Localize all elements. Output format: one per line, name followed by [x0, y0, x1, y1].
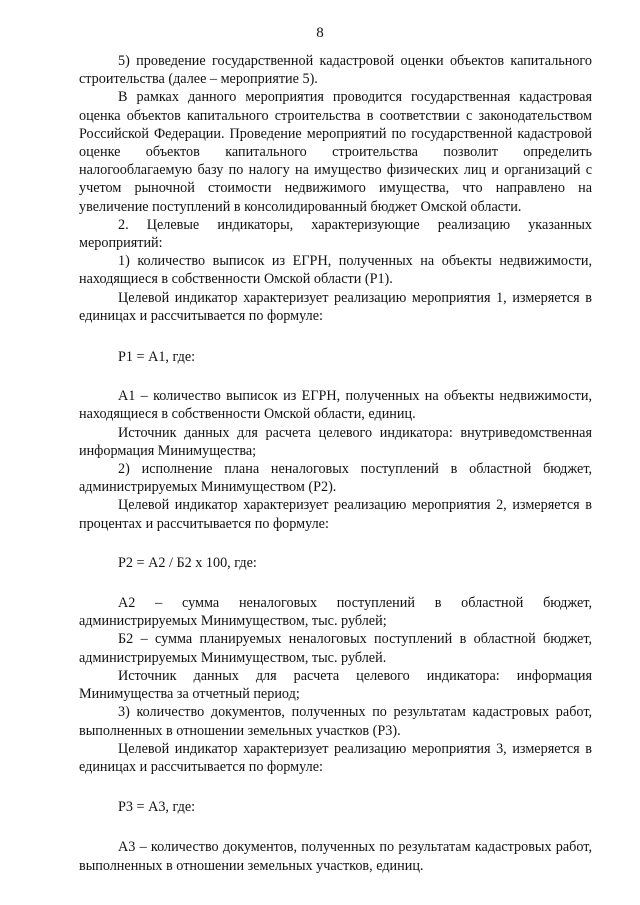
- paragraph-a1-definition: А1 – количество выписок из ЕГРН, полученных на объекты недвижимости, находящиеся в собственности Омской области, единиц.: [79, 388, 592, 423]
- paragraph-indicator-1: 1) количество выписок из ЕГРН, полученных на объекты недвижимости, находящиеся в собственности Омской области (Р1).: [79, 253, 592, 288]
- formula-p1: Р1 = А1, где:: [118, 349, 196, 366]
- paragraph-b2-definition: Б2 – сумма планируемых неналоговых поступлений в областной бюджет, администрируемых Минимуществом, тыс. рублей.: [79, 631, 592, 666]
- paragraph-target-indicators-heading: 2. Целевые индикаторы, характеризующие реализацию указанных мероприятий:: [79, 216, 592, 252]
- paragraph-indicator-2: 2) исполнение плана неналоговых поступлений в областной бюджет, администрируемых Минимуществом (Р2).: [79, 461, 592, 496]
- paragraph-indicator-2-source: Источник данных для расчета целевого индикатора: информация Минимущества за отчетный период;: [79, 667, 592, 703]
- paragraph-indicator-1-source: Источник данных для расчета целевого индикатора: внутриведомственная информация Минимущества;: [79, 424, 592, 459]
- formula-p3: Р3 = А3, где:: [118, 799, 196, 816]
- document-body: [79, 52, 592, 875]
- paragraph-measure-5-description: В рамках данного мероприятия проводится государственная кадастровая оценка объектов капитального строительства в соответствии с законодательством Российской Федерации. Проведение мероприятий по государственной кадастровой оценке объектов капитального строительства позволит определить налогооблагаемую базу по налогу на имущество физических лиц и организаций с учетом рыночной стоимости недвижимого имущества, что направлено на увеличение поступлений в консолидированный бюджет Омской области.: [79, 89, 592, 215]
- paragraph-indicator-3-formula-intro: Целевой индикатор характеризует реализацию мероприятия 3, измеряется в единицах и рассчитывается по формуле:: [79, 740, 592, 775]
- spacer: [79, 816, 592, 838]
- spacer: [79, 325, 592, 348]
- paragraph-measure-5: 5) проведение государственной кадастровой оценки объектов капитального строительства (далее – мероприятие 5).: [79, 53, 592, 88]
- spacer: [79, 533, 592, 554]
- paragraph-indicator-3: 3) количество документов, полученных по результатам кадастровых работ, выполненных в отношении земельных участков (Р3).: [79, 704, 592, 739]
- paragraph-indicator-2-formula-intro: Целевой индикатор характеризует реализацию мероприятия 2, измеряется в процентах и рассчитывается по формуле:: [79, 497, 592, 532]
- spacer: [79, 776, 592, 798]
- paragraph-a3-definition: А3 – количество документов, полученных по результатам кадастровых работ, выполненных в отношении земельных участков, единиц.: [79, 839, 592, 874]
- formula-p2: Р2 = А2 / Б2 х 100, где:: [118, 554, 257, 571]
- page-number: 8: [316, 25, 324, 41]
- spacer: [79, 366, 592, 387]
- paragraph-a2-definition: А2 – сумма неналоговых поступлений в областной бюджет, администрируемых Минимуществом, тыс. рублей;: [79, 595, 592, 630]
- paragraph-indicator-1-formula-intro: Целевой индикатор характеризует реализацию мероприятия 1, измеряется в единицах и рассчитывается по формуле:: [79, 289, 592, 324]
- spacer: [79, 572, 592, 594]
